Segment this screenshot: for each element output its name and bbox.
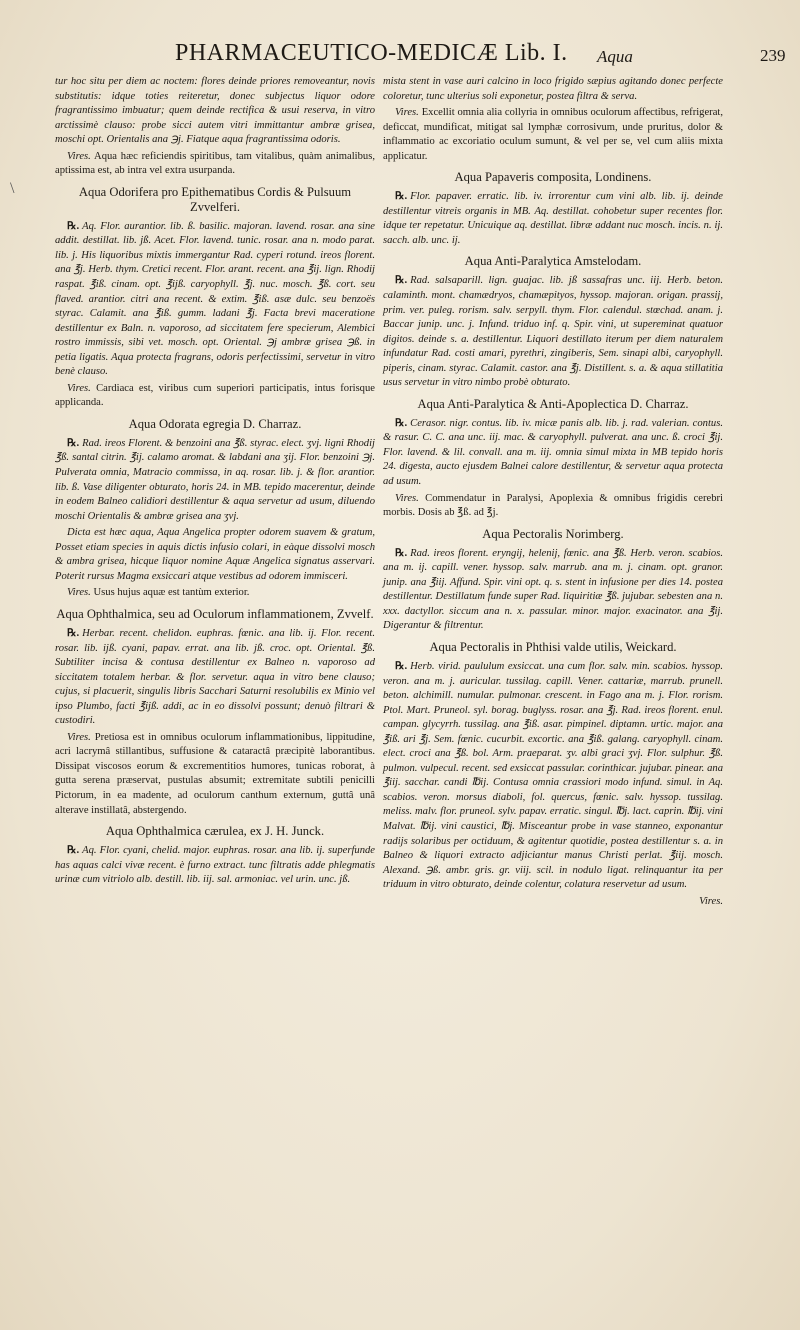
- recipe-symbol: ℞.: [67, 627, 80, 639]
- vires-text: Excellit omnia alia collyria in omnibus oculorum affectibus, refrigerat, deficcat, mundificat, mitigat sal lymphæ corrosivum, unde pruritus, dolor & inflammatio ac excoriatio oculum sumunt, & vel per se, vel cum aliis mixta applicatur.: [383, 107, 723, 162]
- recipe-symbol: ℞.: [395, 547, 408, 559]
- recipe-text: Rad. ireos Florent. & benzoini ana ℥ß. styrac. elect. ʒvj. ligni Rhodij ℥ß. santal citrin. ℥ij. calamo aromat. & labdani ana ʒij. Flor. benzoini ℈j. Pulverata omnia, Matracio commissa, in aq. rosar. lib. j. & flor. arantior. lib. ß. Vase diligenter obturato, horis 24. in MB. tepido macerentur, deinde in eodem Balneo calidiori destillentur & aqua servetur ad usum, diluendo moschi Orientalis & ambræ grisea ana ʒvj.: [55, 437, 375, 522]
- vires-label: Vires.: [67, 382, 91, 394]
- vires-paragraph: [55, 586, 375, 601]
- recipe-symbol: ℞.: [395, 275, 408, 287]
- recipe-paragraph: [383, 547, 723, 634]
- recipe-paragraph: [55, 627, 375, 729]
- vires-text: Usus hujus aquæ est tantùm exterior.: [93, 587, 250, 599]
- recipe-text: mista stent in vase auri calcino in loco frigido sæpius agitando donec perfecte coloretur, tunc ulterius soli exponetur, postea filtra & serva.: [383, 76, 723, 102]
- vires-label: Vires.: [67, 731, 91, 743]
- recipe-text: Cerasor. nigr. contus. lib. iv. micæ panis alb. lib. j. rad. valerian. contus. & rasur. C. C. ana unc. iij. mac. & caryophyll. pulverat. ana unc. ß. croci ℥ij. Flor. lavend. & lil. convall. ana m. iij. omnia simul mixta in MB tepido horis 24. digesta, aucto ejusdem Balnei calore destillentur, & servetur aqua protecta ad usum.: [383, 417, 723, 488]
- vires-label: Vires.: [395, 107, 419, 119]
- section-heading: Aqua Ophthalmica, seu ad Oculorum inflammationem, Zvvelf.: [56, 606, 374, 621]
- vires-text: Pretiosa est in omnibus oculorum inflammationibus, lippitudine, acri lacrymâ stillantibus, suffusione & cataractâ præcipitè laborantibus. Dissipat viscosos eorum & excrementitios humores, tunicas roborat, à gutta serena præservat, pustulas absumit; extremitate subtili penicilli Pictorum, in ea madente, ad oculorum canthum externum, guttâ unâ alterave instillatâ, abstergendo.: [55, 731, 375, 816]
- section-heading: Aqua Odorifera pro Epithematibus Cordis & Pulsuum Zvvelferi.: [78, 184, 352, 214]
- vires-label: Vires.: [67, 150, 91, 162]
- recipe-symbol: ℞.: [67, 845, 80, 857]
- section-heading: Aqua Anti-Paralytica & Anti-Apoplectica D. Charraz.: [417, 396, 689, 411]
- recipe-paragraph: [55, 844, 375, 888]
- vires-text: Commendatur in Paralysi, Apoplexia & omnibus frigidis cerebri morbis. Dosis ab ℥ß. ad ℥j.: [383, 492, 723, 519]
- recipe-paragraph: [383, 417, 723, 490]
- vires-paragraph: [383, 106, 723, 164]
- recipe-text: Rad. ireos florent. eryngij, helenij, fœnic. ana ℥ß. Herb. veron. scabios. ana m. ij. capill. vener. hyssop. salv. marrub. ana m. j. cinam. opt. granor. junip. ana ℥iij. Affund. Spir. vini opt. q. s. stent in infusione per dies 14. postea destillentur. Destillatum funde super Rad. liquiritiæ ℥ß. jujubar. sebesten ana n. xxx. dactyllor. siccum ana n. x. passular. minor. major. exacinator. ana ℥ij. Digerantur & filtrentur.: [383, 547, 723, 632]
- vires-paragraph: [55, 382, 375, 411]
- vires-text: Aqua hæc reficiendis spiritibus, tam vitalibus, quàm animalibus, aptissima est, ab intra vel extra usurpanda.: [55, 150, 375, 177]
- vires-paragraph: [55, 150, 375, 179]
- section-heading: Aqua Pectoralis Norimberg.: [482, 526, 624, 541]
- vires-text: Cardiaca est, viribus cum superiori participatis, intus forisque applicanda.: [55, 382, 375, 409]
- vires-paragraph: [55, 731, 375, 818]
- catchword: Vires.: [699, 895, 723, 907]
- recipe-text: Aq. Flor. aurantior. lib. ß. basilic. majoran. lavend. rosar. ana sine addit. destillat. lib. jß. Acet. Flor. lavend. tunic. rosar. ana n. modo parat. lib. j. His liquoribus mixtis immergantur Rad. cyperi rotund. ireos florent. ana ℥j. Herb. thym. Cretici recent. Flor. arant. recent. ana ℥ij. lign. Rhodij raspat. ℥iß. cinam. opt. ℥ijß. caryophyll. ℥j. nuc. mosch. ℥ß. cort. seu flaved. arantior. citri ana recent. & extim. ℥iß. asæ dulc. seu benzoës styrac. Calamit. ana ℥iß. gumm. ladani ℥j. Facta brevi maceratione destillentur ex Baln. n. vaporoso, ad siccitatem fere specierum, Alembici rostro immissis, sibi vet. mosch. opt. Oriental. ℈j ambræ grisea ℈ß. in petia ligatis. Aqua protecta fragrans, odoris perfectissimi, servetur in vitro benè clauso.: [55, 220, 375, 378]
- recipe-text: Herb. virid. paululum exsiccat. una cum flor. salv. min. scabios. hyssop. veron. ana m. j. auricular. tussilag. capill. Vener. cattariæ, marrub. prunell. beton. alchimill. numular. pulmonar. crescent. in Fago ana m. j. Flor. rorism. Ptol. Mart. Pruneol. syl. borag. buglyss. rosar. ana ℥j. Rad. ireos florent. enul. campan. glycyrrh. tussilag. ana ℥iß. asar. pimpinel. diptamn. urtic. major. ana ℥iß. ari ℥j. Sem. fœnic. cucurbit. excortic. ana ℥iß. galang. caryophyll. cinam. elect. croci ana ℥ß. bol. Arm. praeparat. ʒv. albi graci ʒvj. Flor. sulphur. ℥ß. pulmon. vulpecul. recent. sed exsiccat passular. corinthicar. jujubar. pinear. ana ℥iij. sacchar. candi ℔ij. Contusa omnia crassiori modo infund. simul. in Aq. scabios. veron. morsus diaboli, fol. quercus, fœnic. salv. hyssop. tussilag. meliss. malv. flor. pruneol. sylv. papav. erratic. singul. ℔j. lact. caprin. ℔ij. vini Malvat. ℔ij. vini caustici, ℔j. Misceantur probe in vase stanneo, exponantur radijs solaribus per octiduum, & agitentur quotidie, postea destillentur s. a. in Balneo & liquori extracto adjiciantur manus Christi perlat. ℥iij. mosch. Alexand. ℈ß. ambr. gris. gr. viij. scil. in nodulo ligat. relinquantur ita per triduum in vitro obturato, deinde colentur, colatura reservetur ad usum.: [383, 660, 723, 891]
- recipe-paragraph: [55, 220, 375, 380]
- margin-mark: \: [10, 180, 15, 197]
- left-column: [55, 75, 375, 890]
- page-number: 239: [760, 46, 786, 65]
- recipe-symbol: ℞.: [67, 220, 80, 232]
- running-head: PHARMACEUTICO-MEDICÆ Lib. I.: [175, 40, 568, 66]
- vires-label: Vires.: [395, 492, 419, 504]
- section-heading: Aqua Ophthalmica cærulea, ex J. H. Junck.: [105, 824, 325, 839]
- section-heading: Aqua Pectoralis in Phthisi valde utilis, Weickard.: [429, 639, 677, 654]
- note-paragraph: Dicta est hæc aqua, Aqua Angelica propter odorem suavem & gratum, Posset etiam species in aquis dictis infusio colari, in eàque dissolvi mosch & ambra grisea, hicque liquor nomine Aquæ Angelica signatus asservari. Poterit rursus Magma exsiccari atque vestibus ad odorem immisceri.: [55, 527, 375, 582]
- right-column: [383, 75, 723, 911]
- recipe-text: Rad. salsaparill. lign. guajac. lib. jß sassafras unc. iij. Herb. beton. calaminth. mont. chamædryos, chamæpityos, hyssop. majoran. origan. prassij, prim. ver. puleg. rorism. salv. serpyll. thym. Flor. calendul. stœchad. anam. j. Baccar junip. unc. j. Infund. triduo inf. q. Spir. vini, ut supereminat quatuor digitos. deinde s. a. destillentur. Liquori destillato iterum per diem naturalem infundatur Rad. costi amari, pyrethri, zingiberis, Sem. sinapi albi, caryophyll. piperis, cinam. styrac. Calamit. castor. ana ℥j. Distillent. s. a. & aqua stillatitia usus servetur in vitro nimbo probè obturato.: [383, 275, 723, 389]
- recipe-symbol: ℞.: [395, 191, 408, 203]
- recipe-text: Herbar. recent. chelidon. euphras. fœnic. ana lib. ij. Flor. recent. rosar. lib. ijß. cyani, papav. errat. ana lib. jß. croc. opt. Oriental. ℥ß. Subtiliter incisa & contusa destillentur ex Balneo n. vaporoso ad siccitatem totalem herbar. & flor. servetur. aqua in vitro bene clauso; cujus, si placuerit, singulis libris Sacchari Saturni resolubilis ex Minio vel ipso Plumbo, facti ℥ijß. addi, ac in eo dissolvi possunt; denuò filtrari & custodiri.: [55, 627, 375, 727]
- recipe-symbol: ℞.: [395, 660, 408, 672]
- recipe-text: Flor. papaver. erratic. lib. iv. irrorentur cum vini alb. lib. ij. deinde destillentur vitreis organis in MB. Aq. destillat. cohobetur super recentes flor. idque ter repetatur. Unicuique aq. destillat. libræ addant nuc mosch. incis. n. ij. sacch. alb. unc. ij.: [383, 191, 723, 246]
- recipe-paragraph: [383, 274, 723, 390]
- recipe-paragraph: [383, 660, 723, 893]
- section-heading: Aqua Papaveris composita, Londinens.: [454, 170, 652, 185]
- section-heading: Aqua Odorata egregia D. Charraz.: [128, 416, 302, 431]
- section-label: Aqua: [597, 47, 633, 66]
- recipe-paragraph: [55, 437, 375, 524]
- vires-label: Vires.: [67, 587, 91, 599]
- vires-paragraph: [383, 492, 723, 521]
- recipe-text: tur hoc situ per diem ac noctem: flores deinde priores removeantur, novis substitutis: idque toties reiteretur, donec subjectus liquor odore fragrantissimo imbuatur; quem deinde rectifica & usui reserva, in vitro arctissimè clauso: probe sicci autem vitri immittantur ambræ grisea, moschi opt. Orientalis ana ℈j. Fiatque aqua fragrantissima odoris.: [55, 76, 375, 146]
- recipe-text: Aq. Flor. cyani, chelid. major. euphras. rosar. ana lib. ij. superfunde has aquas calci vivæ recent. è furno extract. tunc filtratis adde phlegmatis urinæ cum vitriolo alb. destill. lib. iij. sal. armoniac. vel urin. unc. jß.: [55, 845, 375, 886]
- recipe-paragraph: [383, 190, 723, 248]
- page-header: [0, 40, 800, 74]
- section-heading: Aqua Anti-Paralytica Amstelodam.: [464, 254, 642, 269]
- recipe-symbol: ℞.: [67, 437, 80, 449]
- recipe-symbol: ℞.: [395, 417, 408, 429]
